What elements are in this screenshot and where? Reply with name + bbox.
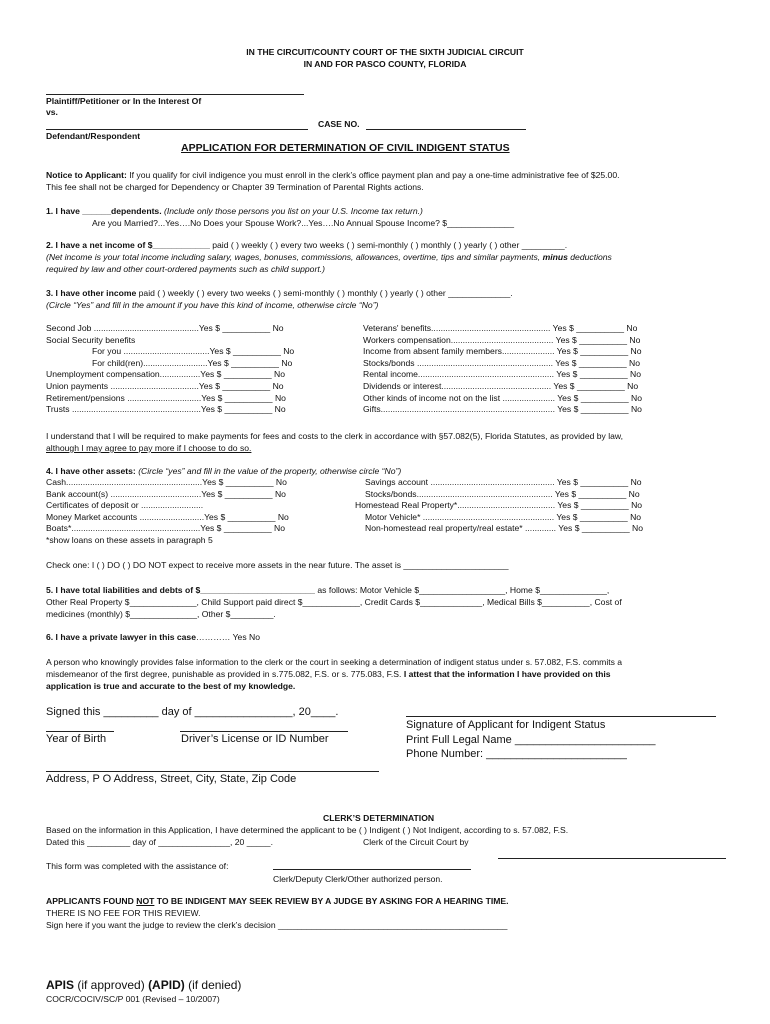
understand-line1: I understand that I will be required to make payments for fees and costs to the clerk in accordance with §57.082(5), Florida Statutes, as provided by law, bbox=[46, 431, 624, 441]
income-row-ss-for-you[interactable]: For you ....................................Yes $ __________ No bbox=[92, 346, 295, 357]
clerk-determination-line[interactable]: Based on the information in this Application, I have determined the applicant to be ( ) Indigent ( ) Not Indigent, according to s. 57.082, F.S. bbox=[46, 825, 569, 835]
asset-row-non-homestead[interactable]: Non-homestead real property/real estate* ............. Yes $ __________ No bbox=[365, 523, 644, 534]
income-row-social-security: Social Security benefits bbox=[46, 334, 136, 345]
case-no-label: CASE NO. bbox=[318, 119, 360, 129]
q4-lead: 4. I have other assets: bbox=[46, 466, 136, 476]
income-row-absent-family[interactable]: Income from absent family members...................... Yes $ __________ No bbox=[363, 346, 642, 357]
review-line2: THERE IS NO FEE FOR THIS REVIEW. bbox=[46, 908, 201, 918]
q3-other-income bbox=[46, 288, 513, 298]
income-row-workers-comp[interactable]: Workers compensation........................................... Yes $ __________ No bbox=[363, 334, 641, 345]
q2-note-minus: minus bbox=[542, 252, 568, 262]
form-title: APPLICATION FOR DETERMINATION OF CIVIL INDIGENT STATUS bbox=[181, 142, 510, 154]
plaintiff-label: Plaintiff/Petitioner or In the Interest Of bbox=[46, 96, 202, 106]
income-row-dividends[interactable]: Dividends or interest.............................................. Yes $ __________ No bbox=[363, 380, 639, 391]
q2-net-income bbox=[46, 240, 567, 250]
q6-rest[interactable]: ………… Yes No bbox=[196, 632, 260, 642]
license-field[interactable] bbox=[180, 731, 348, 732]
q3-rest: paid ( ) weekly ( ) every two weeks ( ) semi-monthly ( ) monthly ( ) yearly ( ) other _____________. bbox=[136, 288, 513, 298]
asset-row-bank[interactable]: Bank account(s) ......................................Yes $ __________ No bbox=[46, 488, 286, 499]
q4-other-assets bbox=[46, 466, 401, 476]
q5-line1-rest[interactable]: as follows: Motor Vehicle $__________________, Home $______________, bbox=[314, 585, 610, 595]
review-line1a: APPLICANTS FOUND bbox=[46, 896, 137, 906]
q2-rest: paid ( ) weekly ( ) every two weeks ( ) semi-monthly ( ) monthly ( ) yearly ( ) other _________. bbox=[209, 240, 568, 250]
income-row-gifts[interactable]: Gifts......................................................................... Yes $ __________ No bbox=[363, 404, 642, 415]
year-of-birth-label: Year of Birth bbox=[46, 733, 107, 745]
income-row-ss-for-children[interactable]: For child(ren)...........................Yes $ __________ No bbox=[92, 357, 293, 368]
clerk-dated-line[interactable]: Dated this _________ day of _______________, 20 _____. bbox=[46, 837, 273, 847]
q5-line2[interactable]: Other Real Property $______________, Child Support paid direct $____________, Credit Cards $_____________, Medical Bills $__________, Cost of bbox=[46, 597, 622, 607]
income-row-stocks-bonds[interactable]: Stocks/bonds ......................................................... Yes $ __________ No bbox=[363, 357, 641, 368]
q4-assets-right-column bbox=[355, 477, 643, 535]
attest-line1: A person who knowingly provides false information to the clerk or the court in seeking a determination of indigent status under s. 57.082, F.S. commits a bbox=[46, 657, 623, 667]
q2-note-line1 bbox=[46, 252, 612, 262]
attest-line2b: I attest that the information I have provided on this bbox=[403, 669, 611, 679]
print-name-line[interactable]: Print Full Legal Name _______________________ bbox=[406, 734, 656, 746]
q4-assets-left-column bbox=[46, 477, 289, 547]
court-name-line1: IN THE CIRCUIT/COUNTY COURT OF THE SIXTH JUDICIAL CIRCUIT bbox=[246, 47, 524, 57]
assistance-label: This form was completed with the assistance of: bbox=[46, 861, 229, 871]
income-row-trusts[interactable]: Trusts ......................................................Yes $ __________ No bbox=[46, 404, 286, 415]
notice-label: Notice to Applicant: bbox=[46, 170, 127, 180]
signed-date-line[interactable]: Signed this _________ day of ________________, 20____. bbox=[46, 706, 339, 718]
assistance-field[interactable] bbox=[273, 869, 471, 870]
review-sign-line[interactable]: Sign here if you want the judge to review the clerk’s decision ________________________________________________ bbox=[46, 920, 508, 930]
income-row-veterans[interactable]: Veterans' benefits.................................................. Yes $ __________ No bbox=[363, 323, 638, 333]
income-row-union[interactable]: Union payments .....................................Yes $ __________ No bbox=[46, 380, 284, 391]
review-not: NOT bbox=[136, 896, 155, 906]
q6-private-lawyer bbox=[46, 632, 260, 642]
asset-row-homestead[interactable]: Homestead Real Property*......................................... Yes $ __________ No bbox=[355, 500, 643, 511]
q5-lead: 5. I have total liabilities and debts of $________________________ bbox=[46, 585, 315, 595]
income-row-other-kinds[interactable]: Other kinds of income not on the list ...................... Yes $ __________ No bbox=[363, 392, 642, 403]
clerk-heading: CLERK’S DETERMINATION bbox=[323, 813, 435, 823]
apis-paren: (if approved) bbox=[74, 978, 149, 992]
q1-lead: 1. I have ______dependents. bbox=[46, 206, 162, 216]
asset-row-savings[interactable]: Savings account .................................................... Yes $ __________ No bbox=[365, 477, 642, 487]
apis-code: APIS bbox=[46, 978, 75, 992]
q1-hint: (Include only those persons you list on your U.S. Income tax return.) bbox=[161, 206, 423, 216]
q2-lead: 2. I have a net income of $____________ bbox=[46, 240, 210, 250]
asset-row-stocks[interactable]: Stocks/bonds......................................................... Yes $ __________ No bbox=[365, 488, 640, 499]
applicant-signature-label: Signature of Applicant for Indigent Status bbox=[406, 719, 606, 731]
q3-lead: 3. I have other income bbox=[46, 288, 137, 298]
q2-note1: (Net income is your total income including salary, wages, bonuses, commissions, allowances, overtime, tips and similar payments, bbox=[46, 252, 543, 262]
income-row-second-job[interactable]: Second Job ............................................Yes $ __________ No bbox=[46, 323, 284, 333]
q3-income-left-column bbox=[46, 323, 294, 416]
q4-hint: (Circle “yes” and fill in the value of the property, otherwise circle “No”) bbox=[135, 466, 402, 476]
q3-hint: (Circle “Yes” and fill in the amount if you have this kind of income, otherwise circle “No”) bbox=[46, 300, 379, 310]
q1-dependents bbox=[46, 206, 423, 216]
address-label: Address, P O Address, Street, City, State, Zip Code bbox=[46, 773, 297, 785]
footer-codes bbox=[46, 978, 241, 992]
notice-line2: This fee shall not be charged for Dependency or Chapter 39 Termination of Parental Rights actions. bbox=[46, 182, 424, 192]
form-number: COCR/COCIV/SC/P 001 (Revised – 10/2007) bbox=[46, 994, 220, 1004]
attest-line2 bbox=[46, 669, 611, 679]
asset-row-cd: Certificates of deposit or .......................... bbox=[46, 500, 204, 511]
court-name-line2: IN AND FOR PASCO COUNTY, FLORIDA bbox=[303, 59, 467, 69]
q2-note-line2: required by law and other court-ordered payments such as child support.) bbox=[46, 264, 325, 274]
clerk-of-court-label: Clerk of the Circuit Court by bbox=[363, 837, 469, 847]
year-of-birth-field[interactable] bbox=[46, 731, 114, 732]
asset-note-loans: *show loans on these assets in paragraph 5 bbox=[46, 534, 213, 545]
asset-row-boats[interactable]: Boats*......................................................Yes $ __________ No bbox=[46, 523, 285, 534]
q1-married-line: Are you Married?...Yes….No Does your Spouse Work?...Yes….No Annual Spouse Income? $______________ bbox=[92, 218, 514, 228]
clerk-signature-field[interactable] bbox=[498, 858, 726, 859]
q2-note1b: deductions bbox=[567, 252, 612, 262]
asset-row-motor-vehicle[interactable]: Motor Vehicle* ....................................................... Yes $ __________ No bbox=[365, 511, 642, 522]
income-row-retirement[interactable]: Retirement/pensions ...............................Yes $ __________ No bbox=[46, 392, 286, 403]
q5-line3[interactable]: medicines (monthly) $______________, Other $_________. bbox=[46, 609, 276, 619]
deputy-clerk-label: Clerk/Deputy Clerk/Other authorized person. bbox=[273, 874, 443, 884]
address-field[interactable] bbox=[46, 771, 379, 772]
q6-lead: 6. I have a private lawyer in this case bbox=[46, 632, 196, 642]
case-no-field[interactable] bbox=[366, 129, 526, 130]
plaintiff-line[interactable] bbox=[46, 94, 304, 95]
review-line1b: TO BE INDIGENT MAY SEEK REVIEW BY A JUDGE BY ASKING FOR A HEARING TIME. bbox=[154, 896, 509, 906]
phone-number-line[interactable]: Phone Number: _______________________ bbox=[406, 748, 627, 760]
attest-line3: application is true and accurate to the best of my knowledge. bbox=[46, 681, 296, 691]
apid-code: (APID) bbox=[148, 978, 185, 992]
understand-line2: although I may agree to pay more if I choose to do so. bbox=[46, 443, 252, 453]
attest-line2a: misdemeanor of the first degree, punishable as provided in s.775.082, F.S. or s. 775.083, F.S. bbox=[46, 669, 404, 679]
license-label: Driver’s License or ID Number bbox=[181, 733, 329, 745]
check-one-assets[interactable]: Check one: I ( ) DO ( ) DO NOT expect to receive more assets in the near future. The asset is ______________________ bbox=[46, 560, 509, 570]
notice-text1: If you qualify for civil indigence you must enroll in the clerk’s office payment plan and pay a one-time administrative fee of $25.00. bbox=[126, 170, 620, 180]
apid-paren: (if denied) bbox=[184, 978, 242, 992]
notice-line1 bbox=[46, 170, 620, 180]
defendant-label: Defendant/Respondent bbox=[46, 131, 141, 141]
q5-liabilities bbox=[46, 585, 609, 595]
income-row-rental[interactable]: Rental income......................................................... Yes $ __________ No bbox=[363, 369, 641, 380]
defendant-line[interactable] bbox=[46, 129, 308, 130]
asset-row-cash[interactable]: Cash.........................................................Yes $ __________ No bbox=[46, 477, 287, 487]
review-line1 bbox=[46, 896, 509, 906]
q3-income-right-column bbox=[363, 323, 642, 416]
applicant-signature-field[interactable] bbox=[406, 716, 716, 717]
asset-row-money-market[interactable]: Money Market accounts ...........................Yes $ __________ No bbox=[46, 511, 289, 522]
income-row-unemployment[interactable]: Unemployment compensation.................Yes $ __________ No bbox=[46, 369, 286, 380]
vs-label: vs. bbox=[46, 107, 58, 117]
